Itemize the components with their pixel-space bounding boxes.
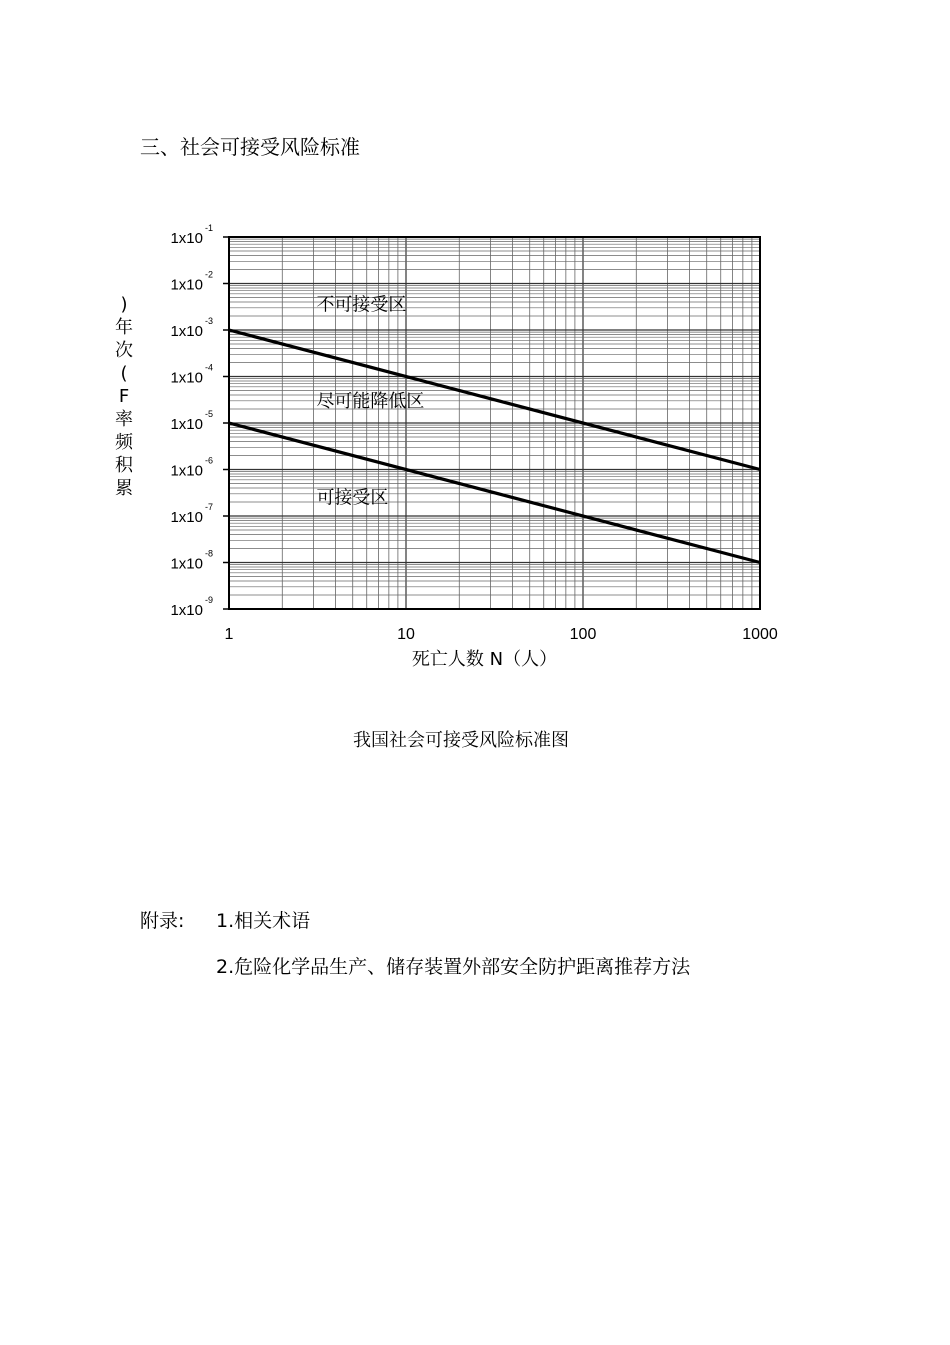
y-tick-label: 1x10: [170, 462, 203, 480]
x-tick-label: 1000: [742, 626, 778, 643]
y-axis-label-char: 率: [115, 409, 133, 430]
y-tick-label: 1x10: [170, 276, 203, 294]
region-label: 可接受区: [316, 487, 389, 509]
y-axis-label-char: ): [120, 294, 128, 315]
x-tick-label: 1: [224, 626, 234, 643]
y-tick-label: 1x10: [170, 555, 203, 573]
appendix-item: 1.相关术语: [216, 910, 311, 932]
y-tick-exponent: -8: [205, 548, 214, 559]
appendix-label: 附录:: [140, 910, 185, 932]
y-tick-exponent: -3: [205, 316, 214, 326]
chart-series: [229, 330, 760, 563]
y-axis-label-char: F: [118, 386, 130, 407]
y-tick-exponent: -9: [205, 595, 214, 605]
section-heading: 三、社会可接受风险标准: [140, 135, 360, 159]
y-axis-label-char: (: [120, 363, 128, 384]
chart-grid: [229, 237, 760, 609]
y-tick-exponent: -4: [205, 362, 214, 373]
y-axis-label-char: 频: [115, 432, 133, 453]
y-tick-exponent: -1: [205, 223, 214, 233]
y-tick-exponent: -6: [205, 455, 214, 466]
y-axis-label-char: 累: [115, 478, 133, 499]
y-tick-label: 1x10: [170, 369, 203, 387]
y-tick-label: 1x10: [170, 509, 203, 526]
y-tick-exponent: -7: [205, 502, 214, 512]
figure-caption: 我国社会可接受风险标准图: [353, 730, 569, 751]
y-tick-exponent: -2: [205, 269, 214, 280]
y-tick-label: 1x10: [170, 230, 203, 247]
y-tick-label: 1x10: [170, 416, 203, 433]
region-label: 尽可能降低区: [316, 390, 425, 412]
y-tick-exponent: -5: [205, 409, 214, 419]
fn-criterion-line: [229, 330, 760, 470]
appendix-item: 2.危险化学品生产、储存装置外部安全防护距离推荐方法: [216, 956, 691, 978]
region-label: 不可接受区: [316, 294, 407, 316]
y-axis-label-char: 年: [115, 317, 133, 338]
y-tick-label: 1x10: [170, 602, 203, 619]
fn-criterion-line: [229, 423, 760, 563]
y-tick-label: 1x10: [170, 323, 203, 340]
y-axis-label-char: 次: [115, 340, 133, 361]
x-tick-label: 100: [569, 626, 597, 643]
y-axis-label-char: 积: [115, 455, 133, 476]
x-tick-label: 10: [397, 626, 415, 643]
x-axis-label: 死亡人数 N（人）: [411, 649, 558, 670]
